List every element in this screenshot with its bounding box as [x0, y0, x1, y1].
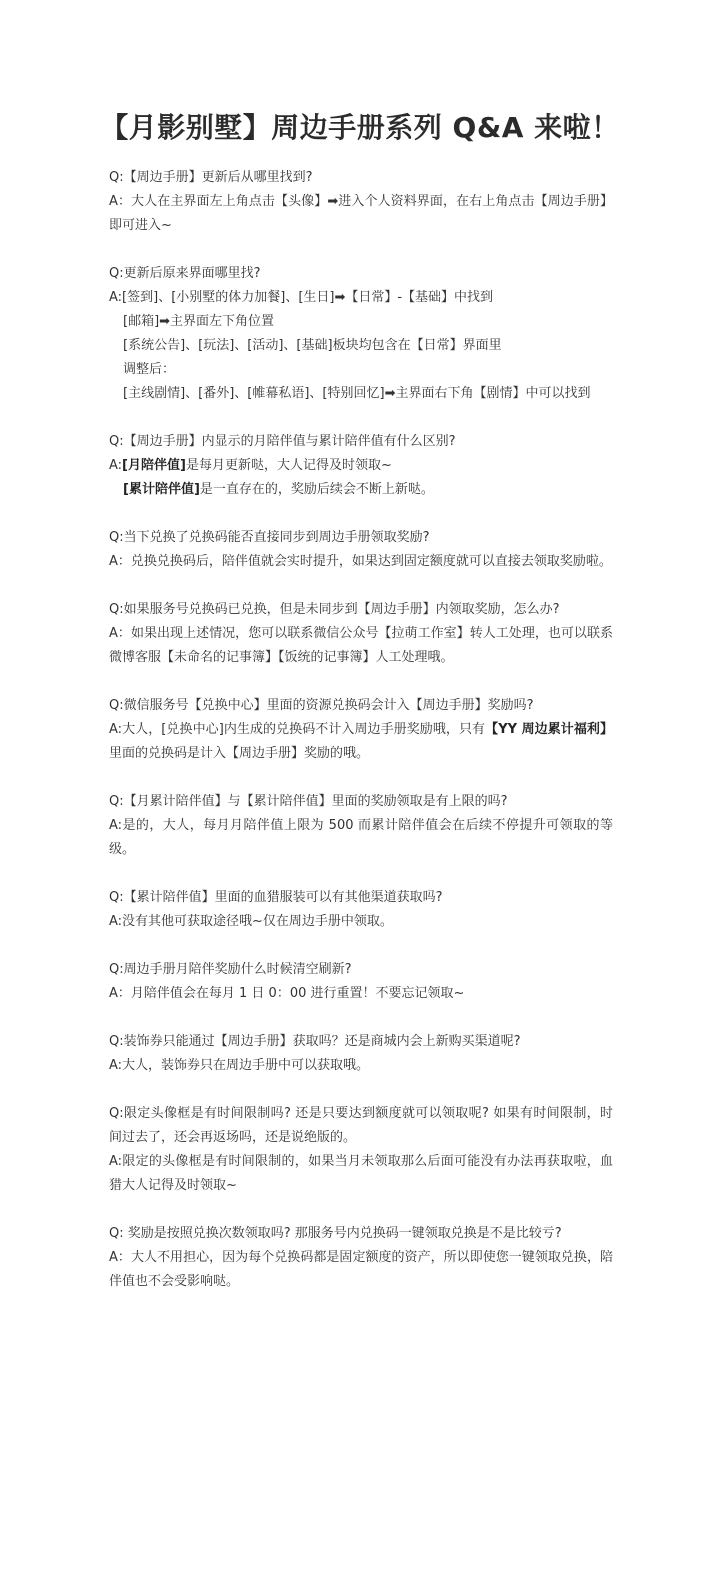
qa-item: [109, 790, 613, 862]
answer: A:是的，大人，每月月陪伴值上限为 500 而累计陪伴值会在后续不停提升可领取的等级。: [109, 818, 613, 857]
qa-item: [109, 1222, 613, 1294]
qa-item: [109, 886, 613, 934]
answer: A：兑换兑换码后，陪伴值就会实时提升，如果达到固定额度就可以直接去领取奖励啦。: [109, 554, 612, 569]
answer-bold: [月陪伴值]: [122, 458, 186, 473]
answer-text: 是一直存在的，奖励后续会不断上新哒。: [199, 482, 434, 497]
qa-item: [109, 166, 613, 238]
question: Q:当下兑换了兑换码能否直接同步到周边手册领取奖励?: [109, 530, 430, 545]
qa-list: [109, 166, 613, 1318]
answer: A：月陪伴值会在每月 1 日 0：00 进行重置！不要忘记领取~: [109, 986, 465, 1001]
qa-item: [109, 1030, 613, 1078]
qa-item: [109, 694, 613, 766]
answer-bold: 【YY 周边累计福利】: [485, 722, 613, 737]
answer: [109, 718, 613, 766]
qa-item: [109, 598, 613, 670]
answer: A：大人在主界面左上角点击【头像】➡进入个人资料界面，在右上角点击【周边手册】即可进入~: [109, 194, 613, 233]
question: Q:【周边手册】内显示的月陪伴值与累计陪伴值有什么区别?: [109, 434, 456, 449]
answer-text: 是每月更新哒，大人记得及时领取~: [185, 458, 392, 473]
answer-text: 里面的兑换码是计入【周边手册】奖励的哦。: [109, 746, 370, 761]
question: Q:【累计陪伴值】里面的血猎服装可以有其他渠道获取吗?: [109, 890, 443, 905]
qa-item: [109, 958, 613, 1006]
answer: A:大人，装饰券只在周边手册中可以获取哦。: [109, 1058, 370, 1073]
question: Q:如果服务号兑换码已兑换，但是未同步到【周边手册】内领取奖励，怎么办?: [109, 602, 560, 617]
answer-prefix: A:: [109, 458, 123, 473]
qa-item: [109, 526, 613, 574]
question: Q:更新后原来界面哪里找?: [109, 266, 261, 281]
question: Q:【周边手册】更新后从哪里找到?: [109, 170, 313, 185]
answer: A:限定的头像框是有时间限制的，如果当月未领取那么后面可能没有办法再获取啦，血猎大人记得及时领取~: [109, 1154, 613, 1193]
question: Q:微信服务号【兑换中心】里面的资源兑换码会计入【周边手册】奖励吗?: [109, 698, 534, 713]
page-title: 【月影别墅】周边手册系列 Q&A 来啦！: [100, 111, 620, 144]
answer-bold: [累计陪伴值]: [123, 482, 200, 497]
answer: [109, 454, 613, 478]
answer-line: [系统公告]、[玩法]、[活动]、[基础]板块均包含在【日常】界面里: [123, 338, 502, 353]
question: Q:【月累计陪伴值】与【累计陪伴值】里面的奖励领取是有上限的吗?: [109, 794, 508, 809]
question: Q:周边手册月陪伴奖励什么时候清空刷新?: [109, 962, 352, 977]
answer-line: [主线剧情]、[番外]、[帷幕私语]、[特别回忆]➡主界面右下角【剧情】中可以找到: [123, 386, 591, 401]
answer: A：大人不用担心，因为每个兑换码都是固定额度的资产，所以即使您一键领取兑换，陪伴值也不会受影响哒。: [109, 1250, 613, 1289]
answer-line: 调整后：: [123, 362, 176, 377]
question: Q:装饰券只能通过【周边手册】获取吗？还是商城内会上新购买渠道呢?: [109, 1034, 521, 1049]
qa-item: [109, 430, 613, 502]
answer: A:[签到]、[小别墅的体力加餐]、[生日]➡【日常】-【基础】中找到: [109, 290, 494, 305]
answer: A：如果出现上述情况，您可以联系微信公众号【拉萌工作室】转人工处理，也可以联系微博客服【未命名的记事簿】【饭统的记事簿】人工处理哦。: [109, 626, 613, 665]
answer-line: [109, 478, 613, 502]
question: Q:限定头像框是有时间限制吗? 还是只要达到额度就可以领取呢? 如果有时间限制，时间过去了，还会再返场吗，还是说绝版的。: [109, 1106, 613, 1145]
answer-line: [邮箱]➡主界面左下角位置: [123, 314, 275, 329]
qa-item: [109, 262, 613, 406]
qa-item: [109, 1102, 613, 1198]
answer: A:没有其他可获取途径哦~仅在周边手册中领取。: [109, 914, 393, 929]
answer-text: A:大人，[兑换中心]内生成的兑换码不计入周边手册奖励哦，只有: [109, 722, 486, 737]
question: Q: 奖励是按照兑换次数领取吗? 那服务号内兑换码一键领取兑换是不是比较亏?: [109, 1226, 562, 1241]
